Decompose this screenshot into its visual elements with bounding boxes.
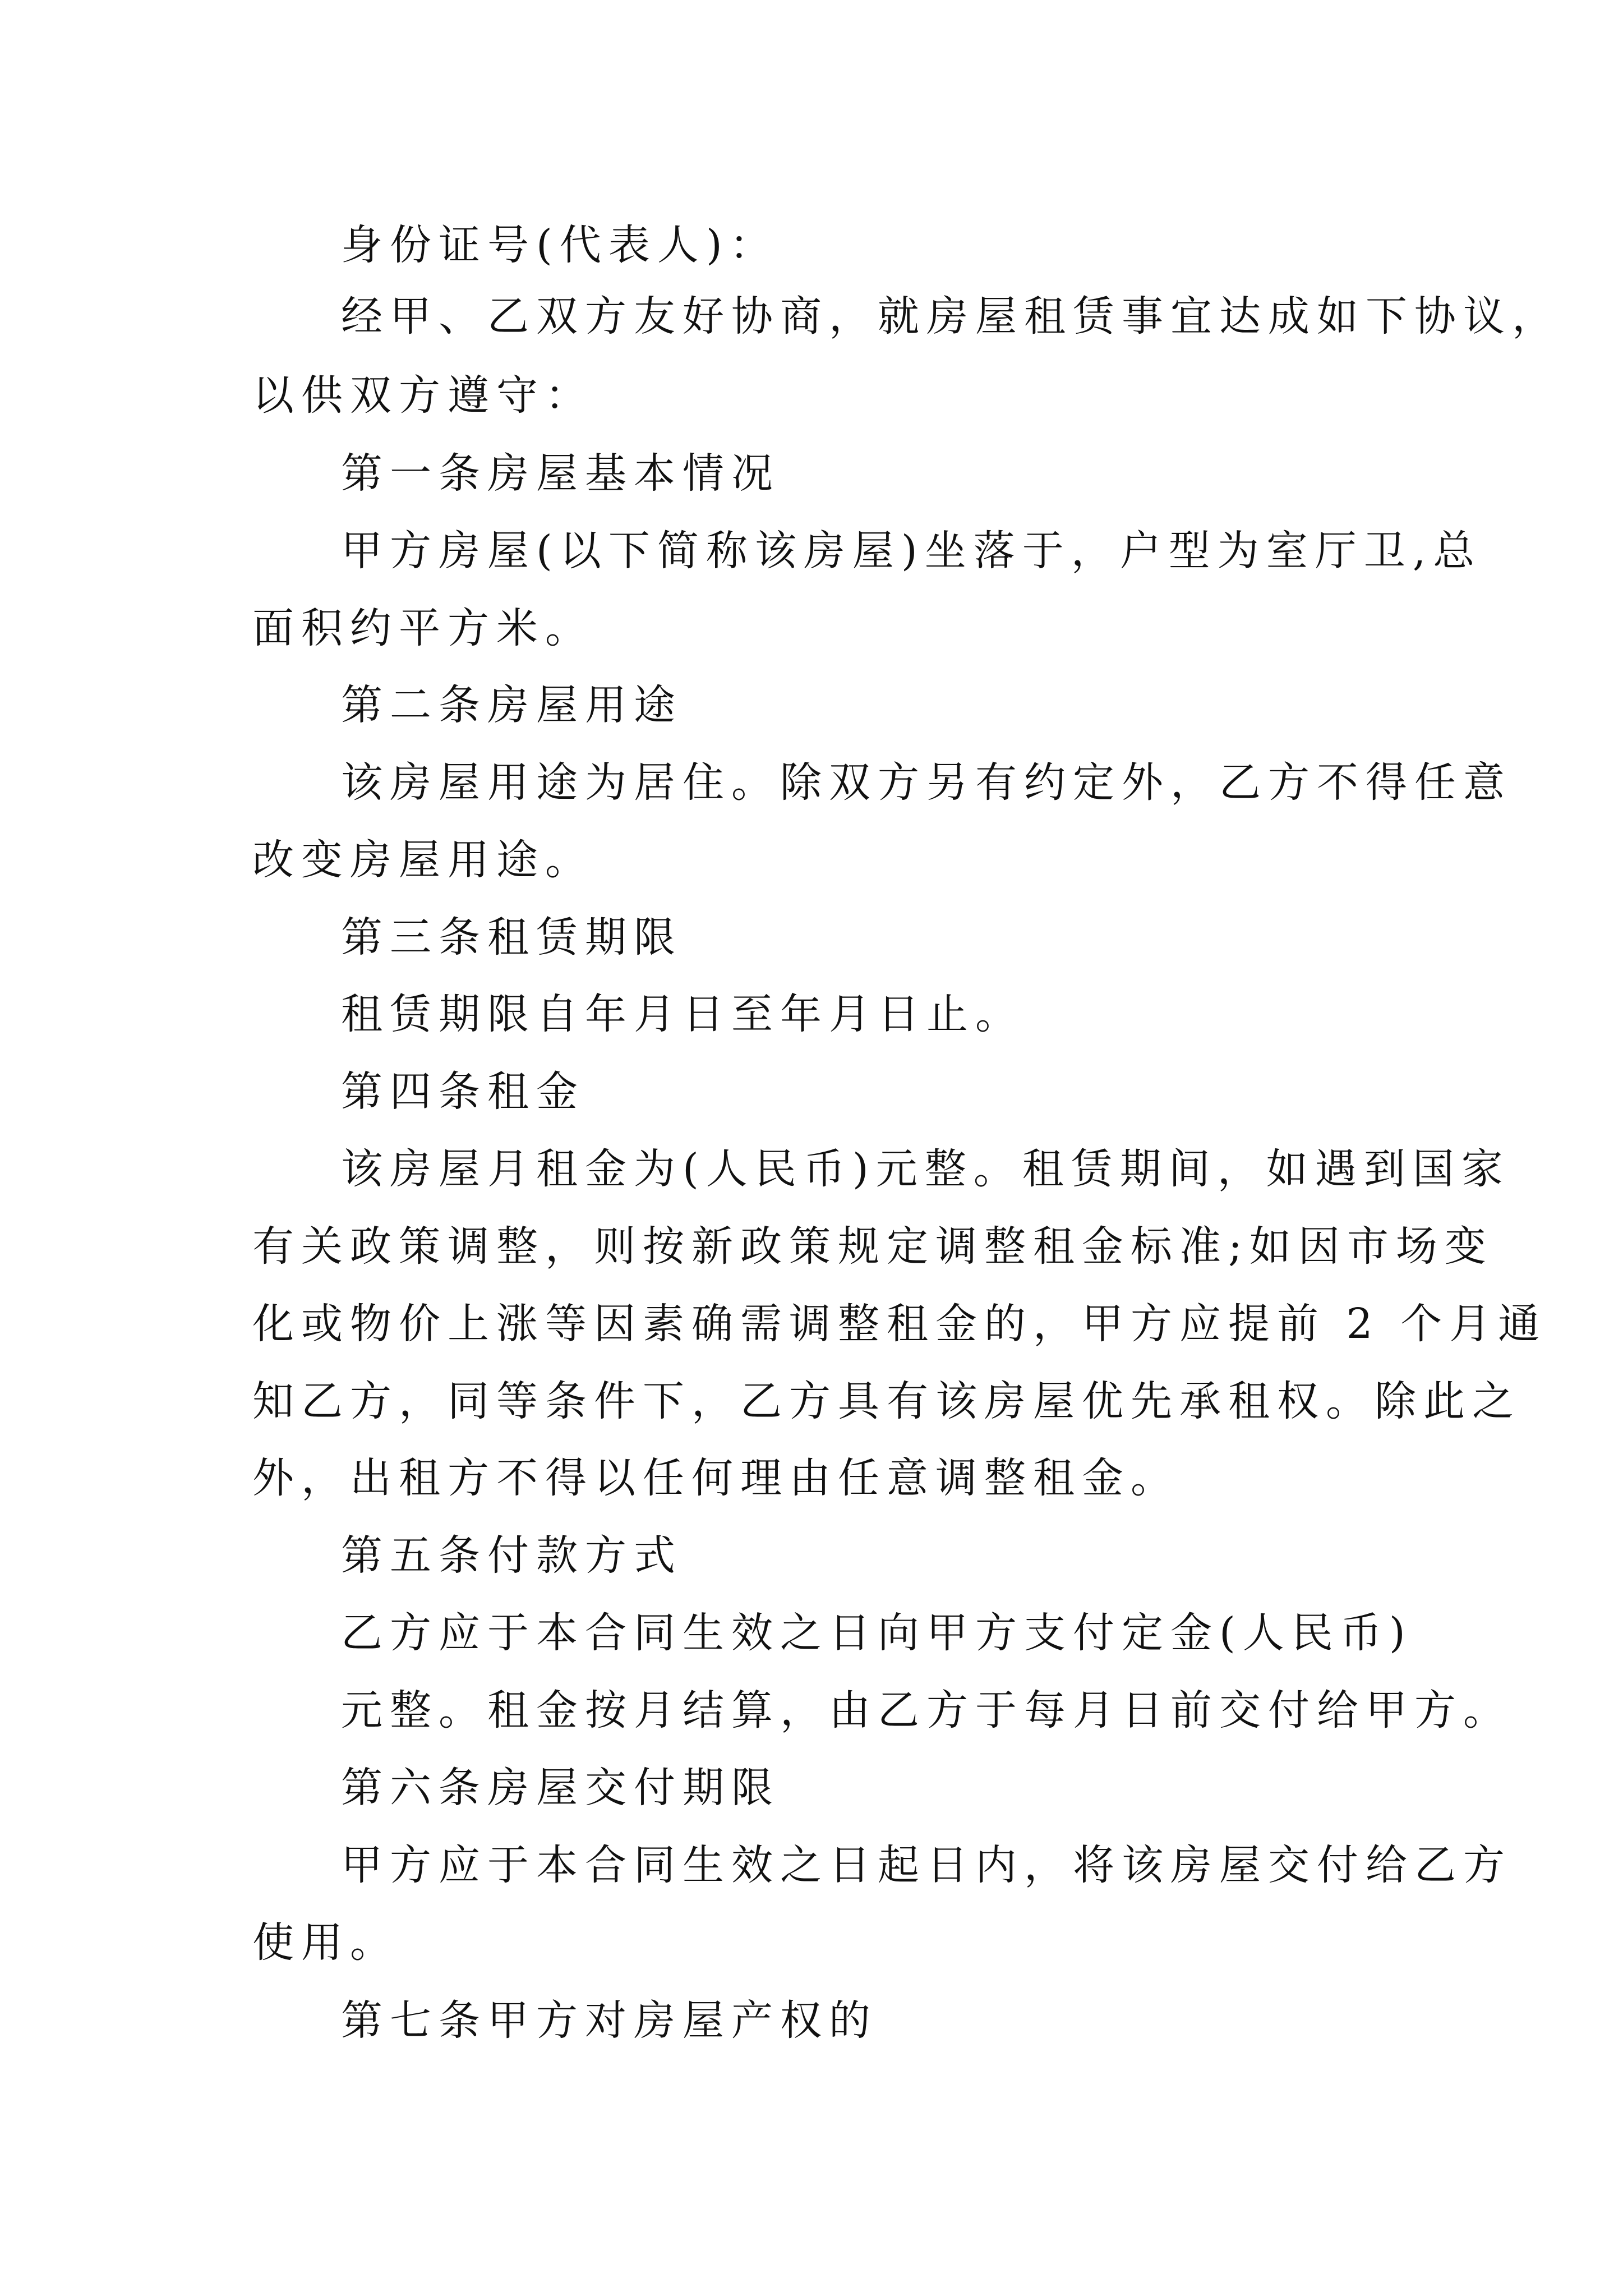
article-5-heading: 第五条付款方式	[341, 1531, 683, 1580]
article-3-text: 租赁期限自年月日至年月日止。	[341, 990, 1024, 1038]
article-2-heading: 第二条房屋用途	[341, 681, 683, 729]
article-2-text: 该房屋用途为居住。除双方另有约定外，乙方不得任意	[341, 758, 1512, 807]
article-6-text-cont: 使用。	[252, 1918, 399, 1967]
article-5-text: 乙方应于本合同生效之日向甲方支付定金(人民币)	[341, 1609, 1413, 1657]
article-6-text: 甲方应于本合同生效之日起日内，将该房屋交付给乙方	[341, 1841, 1512, 1889]
article-2-text-cont: 改变房屋用途。	[252, 836, 594, 884]
article-5-text-cont: 元整。租金按月结算，由乙方于每月日前交付给甲方。	[341, 1686, 1512, 1734]
article-1-text: 甲方房屋(以下简称该房屋)坐落于，户型为室厅卫,总	[341, 527, 1482, 575]
article-4-text-cont-1: 有关政策调整，则按新政策规定调整租金标准;如因市场变	[252, 1222, 1493, 1271]
article-1-text-cont: 面积约平方米。	[252, 604, 594, 652]
article-3-heading: 第三条租赁期限	[341, 913, 683, 961]
article-1-heading: 第一条房屋基本情况	[341, 449, 780, 498]
article-4-text-cont-3: 知乙方，同等条件下，乙方具有该房屋优先承租权。除此之	[252, 1377, 1521, 1425]
article-4-heading: 第四条租金	[341, 1068, 585, 1116]
text-line-id-number: 身份证号(代表人)：	[341, 221, 778, 269]
text-line-preamble-cont: 以供双方遵守：	[252, 371, 594, 420]
article-4-text-cont-4: 外，出租方不得以任何理由任意调整租金。	[252, 1454, 1179, 1502]
article-6-heading: 第六条房屋交付期限	[341, 1764, 780, 1812]
article-7-heading: 第七条甲方对房屋产权的	[341, 1996, 878, 2045]
article-4-text: 该房屋月租金为(人民币)元整。租赁期间，如遇到国家	[341, 1145, 1510, 1193]
article-4-text-cont-2: 化或物价上涨等因素确需调整租金的，甲方应提前 2 个月通	[252, 1300, 1547, 1348]
text-line-preamble: 经甲、乙双方友好协商，就房屋租赁事宜达成如下协议，	[341, 292, 1561, 341]
